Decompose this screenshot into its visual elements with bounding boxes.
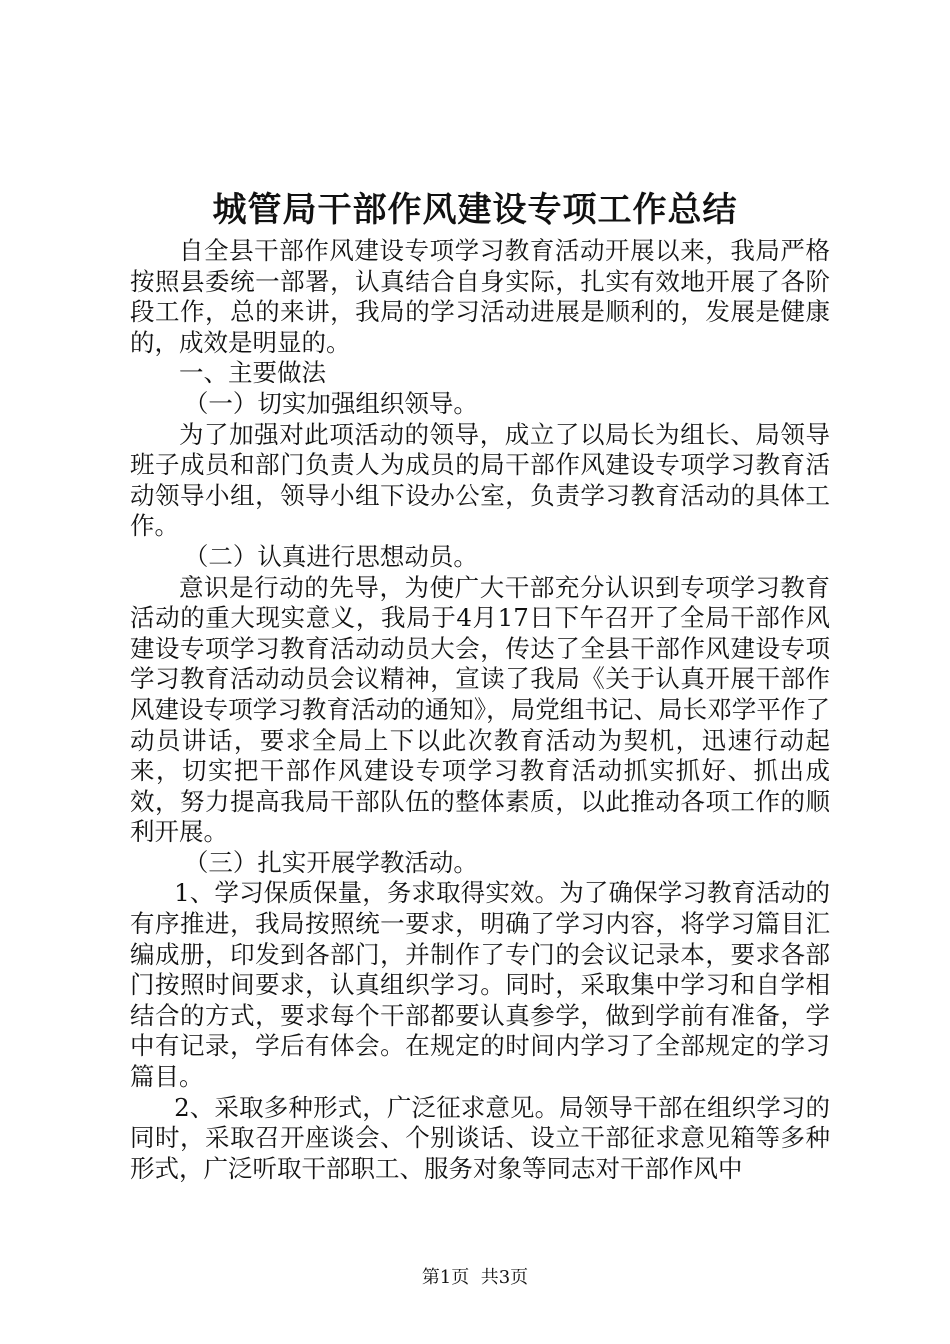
paragraph-opinions: 2、采取多种形式，广泛征求意见。局领导干部在组织学习的同时，采取召开座谈会、个别谈话、设立干部征求意见箱等多种形式，广泛听取干部职工、服务对象等同志对干部作风中: [130, 1092, 830, 1183]
paragraph-intro: 自全县干部作风建设专项学习教育活动开展以来，我局严格按照县委统一部署，认真结合自身实际，扎实有效地开展了各阶段工作，总的来讲，我局的学习活动进展是顺利的，发展是健康的，成效是明显的。: [130, 236, 830, 357]
paragraph-mobilization: 意识是行动的先导，为使广大干部充分认识到专项学习教育活动的重大现实意义，我局于4月17日下午召开了全局干部作风建设专项学习教育活动动员大会，传达了全县干部作风建设专项学习教育活动动员会议精神，宣读了我局《关于认真开展干部作风建设专项学习教育活动的通知》，局党组书记、局长邓学平作了动员讲话，要求全局上下以此次教育活动为契机，迅速行动起来，切实把干部作风建设专项学习教育活动抓实抓好、抓出成效，努力提高我局干部队伍的整体素质，以此推动各项工作的顺利开展。: [130, 572, 830, 847]
paragraph-study: 1、学习保质保量，务求取得实效。为了确保学习教育活动的有序推进，我局按照统一要求，明确了学习内容，将学习篇目汇编成册，印发到各部门，并制作了专门的会议记录本，要求各部门按照时间要求，认真组织学习。同时，采取集中学习和自学相结合的方式，要求每个干部都要认真参学，做到学前有准备，学中有记录，学后有体会。在规定的时间内学习了全部规定的学习篇目。: [130, 878, 830, 1092]
subheading-activities: （三）扎实开展学教活动。: [183, 847, 478, 877]
heading-main-practices: 一、主要做法: [179, 358, 326, 388]
paragraph-organization: 为了加强对此项活动的领导，成立了以局长为组长、局领导班子成员和部门负责人为成员的局干部作风建设专项学习教育活动领导小组，领导小组下设办公室，负责学习教育活动的具体工作。: [130, 419, 830, 541]
page-number: 第1页: [421, 1267, 470, 1288]
document-body: [130, 236, 830, 1184]
page-footer: [0, 1266, 950, 1290]
page-total: 共3页: [480, 1267, 529, 1288]
document-title: 城管局干部作风建设专项工作总结: [212, 190, 738, 230]
subheading-organization: （一）切实加强组织领导。: [183, 388, 478, 418]
subheading-mobilization: （二）认真进行思想动员。: [183, 541, 478, 571]
